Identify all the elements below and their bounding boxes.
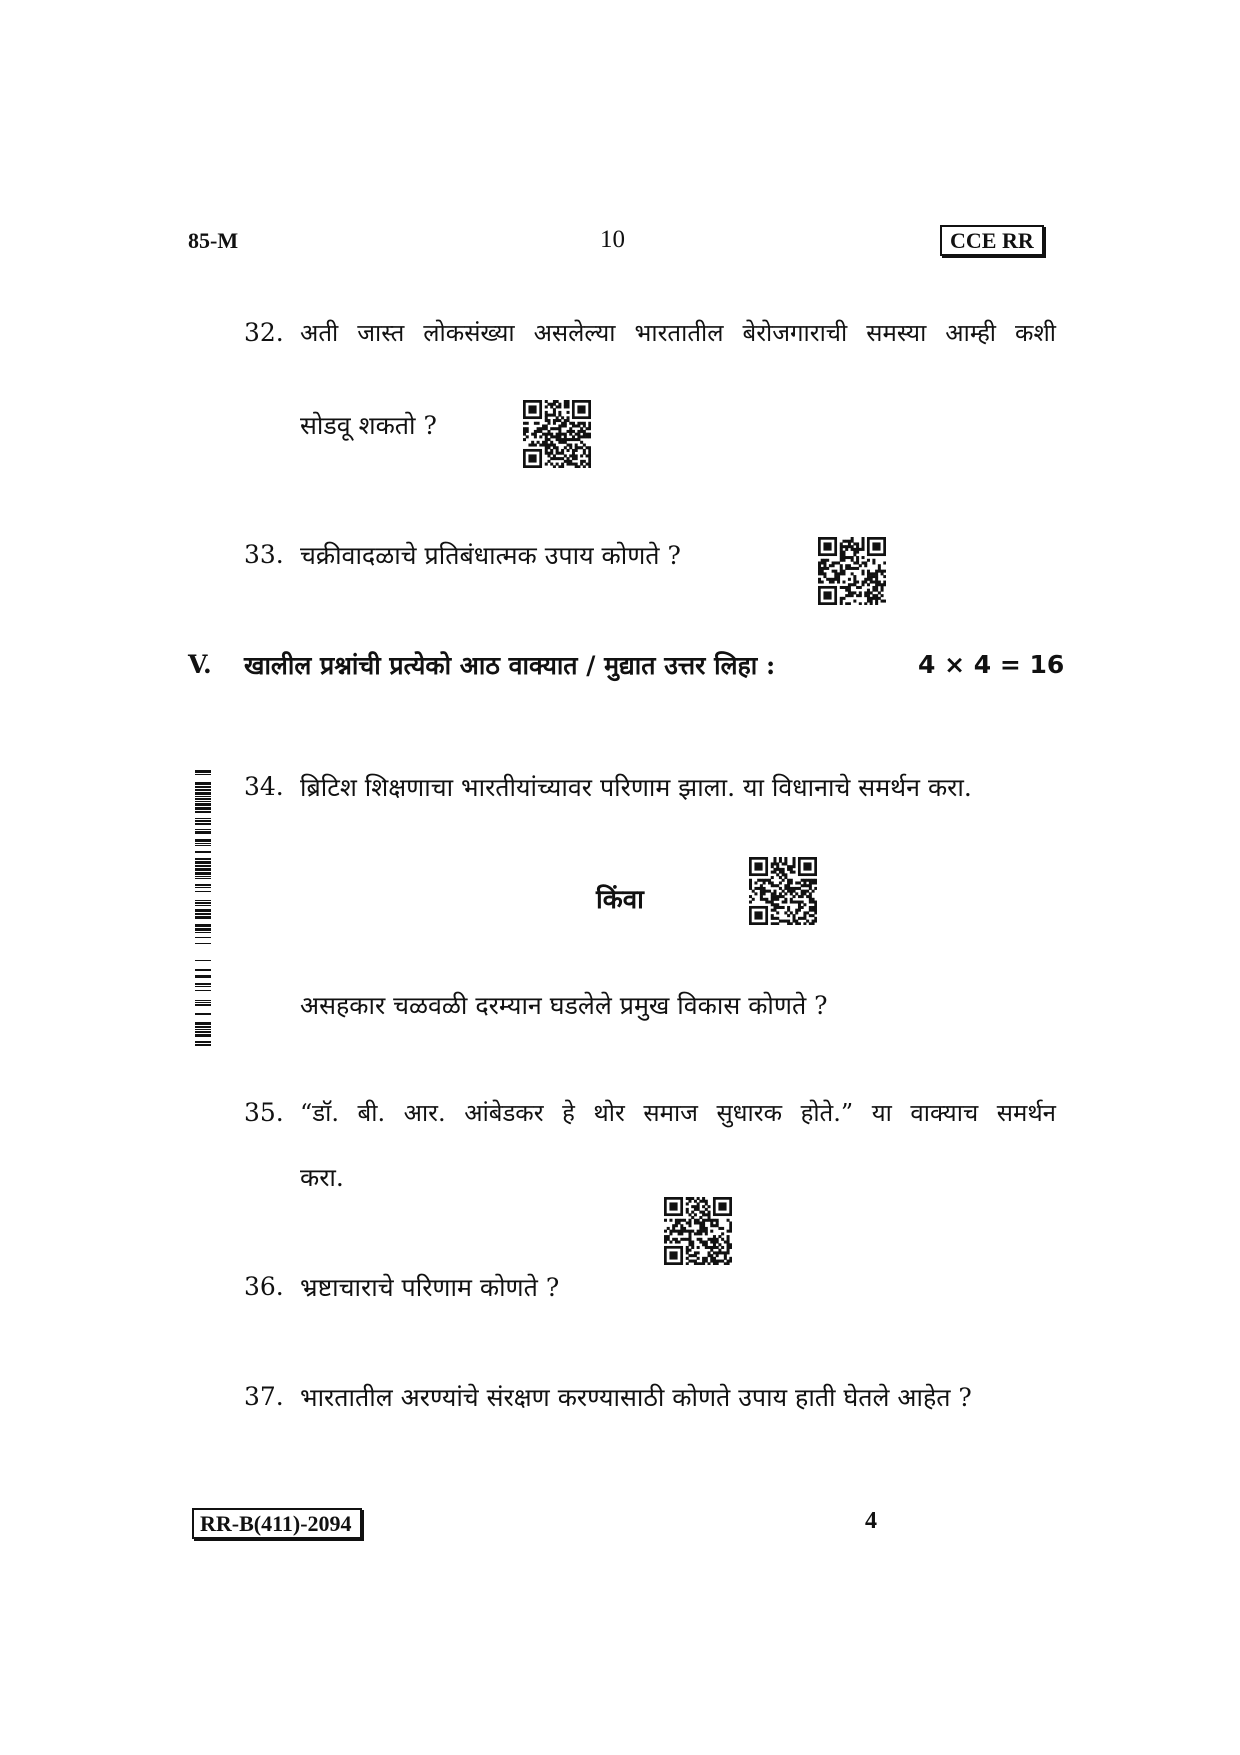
qr-code-q34 [749,857,817,925]
qr-code-q35 [664,1197,732,1265]
page-number: 10 [600,226,625,253]
question-37-number: 37. [244,1382,284,1411]
question-35-number: 35. [244,1098,284,1127]
paper-code: 85-M [188,228,239,253]
question-36-number: 36. [244,1272,284,1301]
section-marks: 4 × 4 = 16 [918,650,1065,679]
or-label: किंवा [596,885,644,915]
question-34-number: 34. [244,772,284,801]
question-34-text: ब्रिटिश शिक्षणाचा भारतीयांच्यावर परिणाम झाला. या विधानाचे समर्थन करा. [300,773,972,802]
footer-sheet-number: 4 [865,1508,877,1534]
question-34-alternative: असहकार चळवळी दरम्यान घडलेले प्रमुख विकास कोणते ? [300,991,828,1020]
barcode [195,770,211,1052]
series-box: CCE RR [940,225,1044,256]
question-35-text-cont: करा. [300,1163,344,1192]
question-32-number: 32. [244,318,284,347]
question-32-text: अती जास्त लोकसंख्या असलेल्या भारतातील बेरोजगाराची समस्या आम्ही कशी [300,319,1056,347]
qr-code-q32 [523,400,591,468]
question-36-text: भ्रष्टाचाराचे परिणाम कोणते ? [300,1273,560,1302]
question-33-number: 33. [244,540,284,569]
footer-code-box: RR-B(411)-2094 [192,1508,362,1539]
question-37-text: भारतातील अरण्यांचे संरक्षण करण्यासाठी कोणते उपाय हाती घेतले आहेत ? [300,1383,972,1412]
question-33-text: चक्रीवादळाचे प्रतिबंधात्मक उपाय कोणते ? [300,541,681,570]
question-35-text: “डॉ. बी. आर. आंबेडकर हे थोर समाज सुधारक होते.” या वाक्याच समर्थन [300,1099,1056,1127]
section-number: V. [188,650,212,679]
section-instruction: खालील प्रश्नांची प्रत्येको आठ वाक्यात / मुद्यात उत्तर लिहा : [244,651,776,680]
qr-code-q33 [818,537,886,605]
question-32-text-cont: सोडवू शकतो ? [300,411,437,440]
